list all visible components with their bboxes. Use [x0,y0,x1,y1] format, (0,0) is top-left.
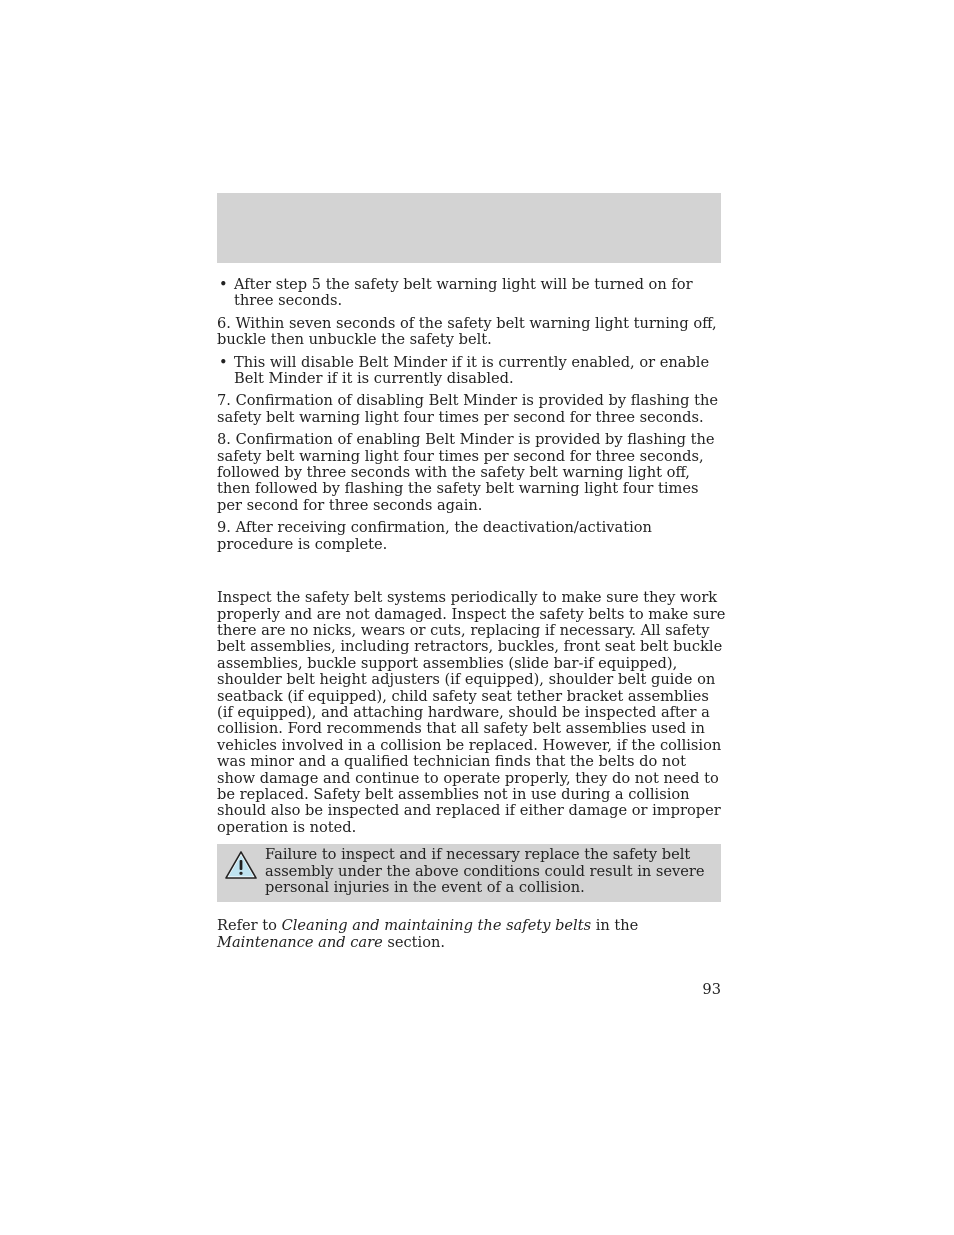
step-9: 9. After receiving confirmation, the deactivation/activation procedure is complete. [217,519,652,553]
bullet-dot: • [219,276,228,293]
bullet-text: After step 5 the safety belt warning light will be turned on for three seconds. [234,276,693,310]
step-6: 6. Within seven seconds of the safety belt warning light turning off, buckle then unbuckle the safety belt. [217,314,717,349]
bullet-item [217,277,727,310]
refer-link-maintenance: Maintenance and care [217,933,383,951]
section-header-band [217,193,721,263]
step-8: 8. Confirmation of enabling Belt Minder is provided by flashing the safety belt warning light four times per second for three seconds, followed by three seconds with the safety belt warning light off, then followed by flashing the safety belt warning light four times per second for three seconds again. [217,431,715,514]
bullet-item [217,355,727,388]
warning-triangle-icon [224,850,258,880]
warning-text: Failure to inspect and if necessary replace the safety belt assembly under the above conditions could result in severe personal injuries in the event of a collision. [265,846,705,896]
page-number: 93 [702,981,721,998]
refer-suffix: section. [382,933,446,951]
refer-link-cleaning: Cleaning and maintaining the safety belts [281,917,592,935]
page-content [217,277,727,957]
refer-paragraph [217,918,727,951]
bullet-dot: • [219,353,228,371]
warning-box [217,844,721,902]
refer-prefix: Refer to [217,917,282,935]
bullet-text: This will disable Belt Minder if it is currently enabled, or enable Belt Minder if it is currently disabled. [234,353,710,388]
refer-middle: in the [591,917,639,935]
step-7: 7. Confirmation of disabling Belt Minder is provided by flashing the safety belt warning light four times per second for three seconds. [217,392,719,426]
inspection-paragraph: Inspect the safety belt systems periodically to make sure they work properly and are not damaged. Inspect the safety belts to make sure there are no nicks, wears or cuts, replacing if necessary. All safety belt assemblies, including retractors, buckles, front seat belt buckle assemblies, buckle support assemblies (slide bar-if equipped), shoulder belt height adjusters (if equipped), shoulder belt guide on seatback (if equipped), child safety seat tether bracket assemblies (if equipped), and attaching hardware, should be inspected after a collision. Ford recommends that all safety belt assemblies used in vehicles involved in a collision be replaced. However, if the collision was minor and a qualified technician finds that the belts do not show damage and continue to operate properly, they do not need to be replaced. Safety belt assemblies not in use during a collision should also be inspected and replaced if either damage or improper operation is noted. [217,589,726,836]
